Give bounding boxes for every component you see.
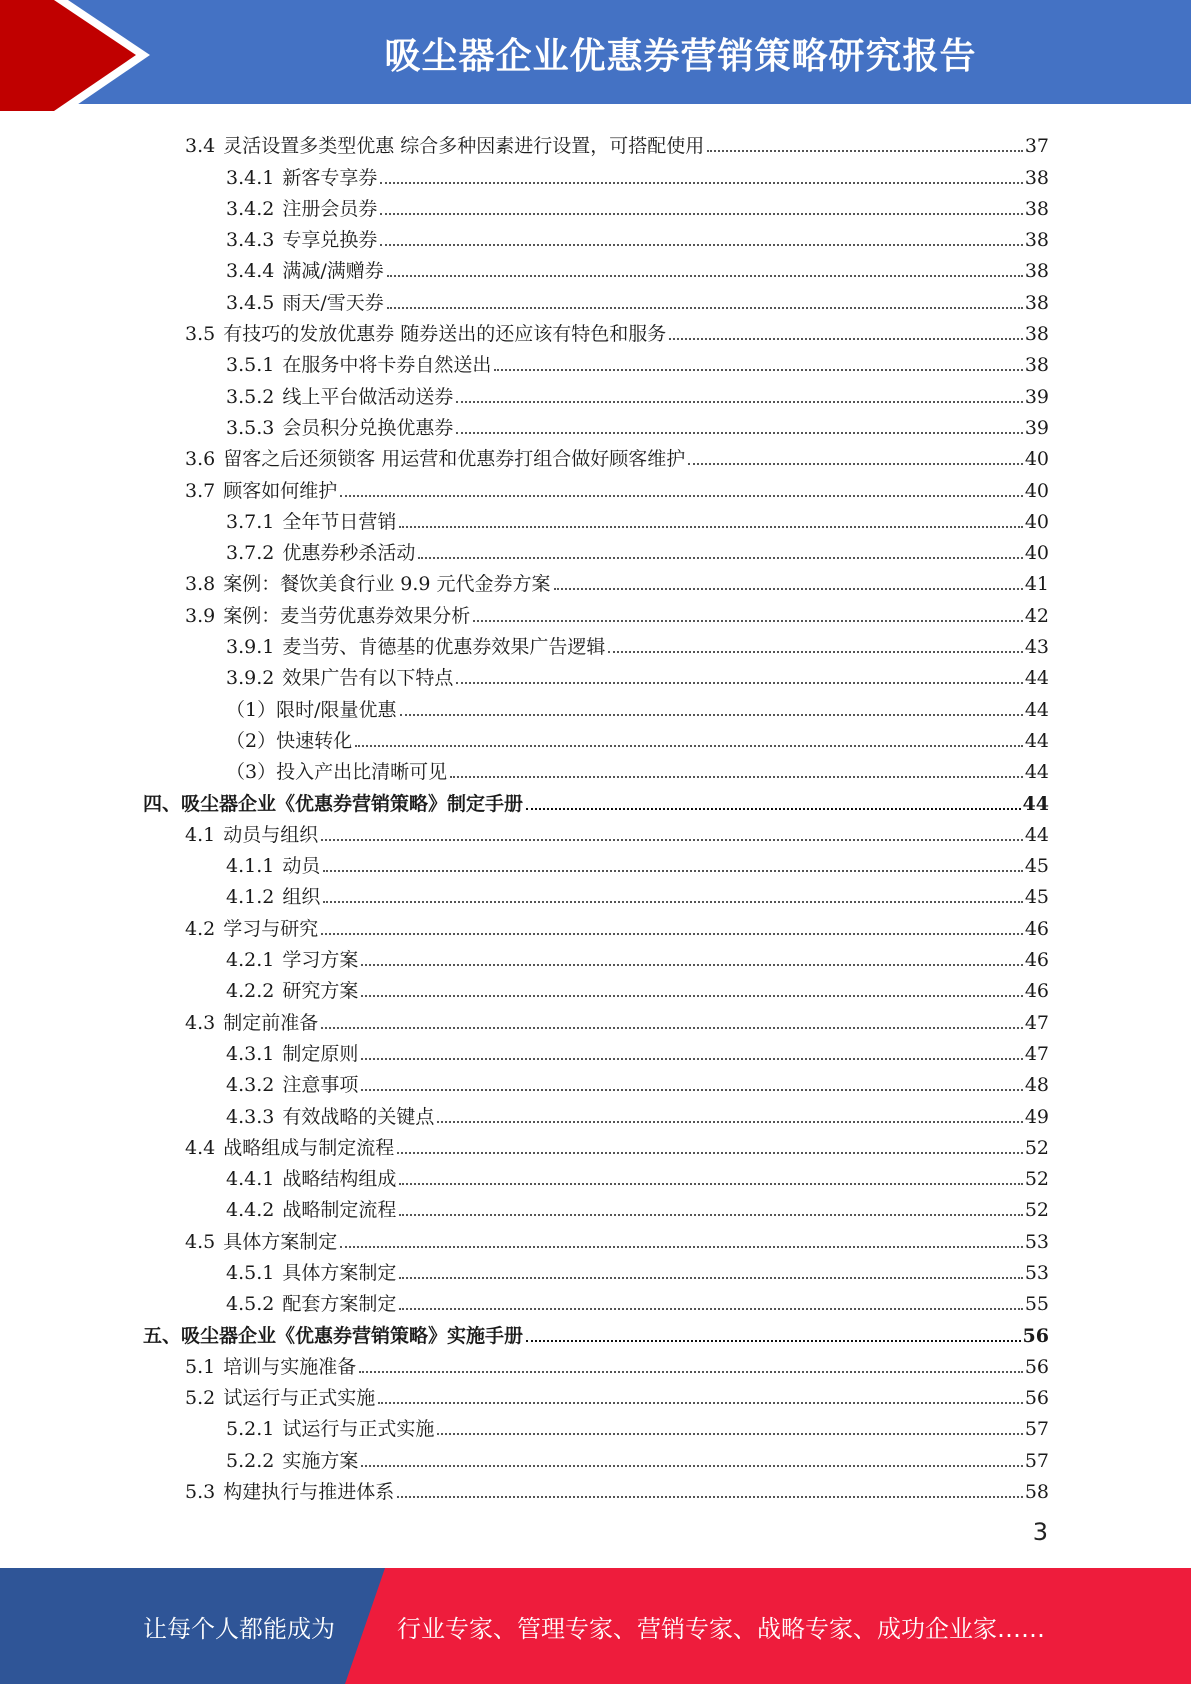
toc-dot-leader [688,463,1023,465]
page-header [0,0,1191,111]
toc-entry[interactable] [143,690,1049,721]
toc-entry-title: （1）限时/限量优惠 [226,698,397,721]
toc-dot-leader [387,307,1023,309]
toc-entry-title: 试运行与正式实施 [223,1387,376,1410]
toc-dot-leader [361,995,1022,997]
toc-entry-title: 具体方案制定 [223,1230,338,1253]
toc-entry[interactable] [143,1097,1049,1128]
toc-entry-title: 实施方案 [282,1449,359,1472]
toc-entry-number: 5.2 [185,1387,216,1410]
toc-dot-leader [321,1027,1023,1029]
toc-entry-page: 38 [1024,323,1049,346]
toc-entry-page: 38 [1024,229,1049,252]
toc-entry[interactable] [143,1285,1049,1316]
toc-entry-page: 55 [1024,1293,1049,1316]
toc-entry-number: 3.4.5 [226,291,275,314]
toc-entry-page: 47 [1024,1011,1049,1034]
toc-entry-number: 4.5.1 [226,1261,275,1284]
toc-entry-title: 灵活设置多类型优惠 综合多种因素进行设置，可搭配使用 [223,135,705,158]
toc-entry-page: 52 [1024,1199,1049,1222]
toc-entry-page: 56 [1024,1387,1049,1410]
toc-entry-page: 58 [1024,1481,1049,1504]
toc-entry-page: 45 [1024,855,1049,878]
toc-dot-leader [380,182,1022,184]
toc-entry[interactable] [143,1348,1049,1379]
toc-entry-page: 43 [1024,636,1049,659]
toc-entry-page: 38 [1024,291,1049,314]
toc-entry[interactable] [143,1191,1049,1222]
toc-entry-page: 56 [1024,1355,1049,1378]
toc-entry-number: 3.8 [185,573,216,596]
toc-entry[interactable] [143,909,1049,940]
toc-entry[interactable] [143,972,1049,1003]
toc-entry-number: 3.7.2 [226,542,275,565]
toc-entry-title: 构建执行与推进体系 [223,1481,395,1504]
toc-entry-page: 44 [1024,823,1049,846]
toc-entry-number: 3.6 [185,448,216,471]
toc-entry-title: 注册会员券 [282,197,378,220]
toc-entry-number: 4.2.2 [226,980,275,1003]
toc-entry[interactable] [143,1222,1049,1253]
toc-entry-title: 雨天/雪天券 [282,291,384,314]
toc-entry[interactable] [143,315,1049,346]
toc-entry-title: 有技巧的发放优惠券 随券送出的还应该有特色和服务 [223,323,667,346]
toc-entry-title: 会员积分兑换优惠券 [282,416,454,439]
toc-entry-page: 39 [1024,385,1049,408]
toc-dot-leader [399,1183,1022,1185]
toc-entry-title: 效果广告有以下特点 [282,667,454,690]
toc-entry-page: 57 [1024,1418,1049,1441]
toc-entry[interactable] [143,628,1049,659]
toc-entry-number: 3.4.4 [226,260,275,283]
toc-entry-title: 留客之后还须锁客 用运营和优惠券打组合做好顾客维护 [223,448,686,471]
toc-dot-leader [399,1277,1022,1279]
toc-entry-page: 40 [1024,542,1049,565]
toc-entry-page: 57 [1024,1449,1049,1472]
toc-entry[interactable] [143,753,1049,784]
toc-entry-page: 45 [1024,886,1049,909]
toc-entry-title: 学习与研究 [223,917,319,940]
toc-dot-leader [340,1246,1023,1248]
toc-dot-leader [456,401,1022,403]
toc-entry[interactable] [143,440,1049,471]
toc-entry-page: 38 [1024,166,1049,189]
toc-dot-leader [399,1308,1022,1310]
toc-entry-number: 4.5.2 [226,1293,275,1316]
toc-entry[interactable] [143,534,1049,565]
toc-entry[interactable] [143,1316,1049,1347]
toc-entry-title: 战略制定流程 [282,1199,397,1222]
toc-dot-leader [554,588,1023,590]
toc-entry-number: 3.4 [185,135,216,158]
toc-dot-leader [361,1058,1022,1060]
toc-dot-leader [608,651,1022,653]
toc-entry-page: 38 [1024,260,1049,283]
toc-entry[interactable] [143,878,1049,909]
toc-entry-number: 5.2.2 [226,1449,275,1472]
toc-entry[interactable] [143,503,1049,534]
toc-entry-title: 全年节日营销 [282,510,397,533]
toc-entry-title: 制定前准备 [223,1011,319,1034]
toc-entry-page: 49 [1024,1105,1049,1128]
toc-entry-title: 顾客如何维护 [223,479,338,502]
toc-entry-number: 4.4.2 [226,1199,275,1222]
toc-dot-leader [321,839,1023,841]
toc-entry-number: 4.2 [185,917,216,940]
toc-entry-title: 四、吸尘器企业《优惠券营销策略》制定手册 [143,792,524,815]
toc-entry-title: （3）投入产出比清晰可见 [226,761,448,784]
toc-entry[interactable] [143,409,1049,440]
toc-entry-number: 5.1 [185,1355,216,1378]
toc-entry-page: 44 [1024,761,1049,784]
toc-entry[interactable] [143,784,1049,815]
toc-entry-number: 3.5.3 [226,416,275,439]
toc-entry-number: 3.5.2 [226,385,275,408]
toc-entry[interactable] [143,941,1049,972]
toc-entry-number: 4.5 [185,1230,216,1253]
toc-entry-number: 3.7 [185,479,216,502]
toc-entry-page: 44 [1024,698,1049,721]
toc-entry-page: 53 [1024,1261,1049,1284]
toc-entry-number: 3.5.1 [226,354,275,377]
toc-entry-number: 4.3.3 [226,1105,275,1128]
toc-dot-leader [387,275,1023,277]
toc-entry-title: 有效战略的关键点 [282,1105,435,1128]
toc-entry-number: 4.1.1 [226,855,275,878]
toc-entry-page: 44 [1024,667,1049,690]
toc-entry[interactable] [143,127,1049,158]
toc-dot-leader [399,526,1022,528]
toc-dot-leader [456,682,1022,684]
toc-entry[interactable] [143,283,1049,314]
toc-entry[interactable] [143,1035,1049,1066]
toc-entry-title: 注意事项 [282,1074,359,1097]
toc-entry[interactable] [143,471,1049,502]
toc-dot-leader [359,1371,1023,1373]
toc-entry-title: 线上平台做活动送券 [282,385,454,408]
toc-entry-page: 48 [1024,1074,1049,1097]
toc-entry[interactable] [143,816,1049,847]
toc-entry-title: 满减/满赠券 [282,260,384,283]
toc-entry[interactable] [143,1003,1049,1034]
toc-entry-number: 5.2.1 [226,1418,275,1441]
toc-entry[interactable] [143,1160,1049,1191]
toc-entry-page: 52 [1024,1136,1049,1159]
toc-entry[interactable] [143,1066,1049,1097]
table-of-contents [143,127,1049,1504]
toc-entry-number: 4.1.2 [226,886,275,909]
toc-entry-page: 39 [1024,416,1049,439]
toc-entry-number: 3.7.1 [226,510,275,533]
toc-entry-number: 3.5 [185,323,216,346]
toc-dot-leader [400,714,1023,716]
toc-entry-number: 4.4.1 [226,1168,275,1191]
toc-dot-leader [418,557,1022,559]
toc-dot-leader [707,150,1023,152]
toc-entry[interactable] [143,1129,1049,1160]
toc-entry[interactable] [143,596,1049,627]
toc-entry[interactable] [143,1410,1049,1441]
toc-dot-leader [399,1214,1022,1216]
toc-entry-page: 44 [1022,792,1049,815]
toc-entry-page: 41 [1024,573,1049,596]
toc-entry-number: 3.4.1 [226,166,275,189]
toc-entry[interactable] [143,659,1049,690]
toc-entry-number: 4.3 [185,1011,216,1034]
toc-dot-leader [494,369,1022,371]
footer-slogan: 让每个人都能成为 [143,1614,335,1643]
toc-entry-page: 46 [1024,949,1049,972]
toc-entry-title: 具体方案制定 [282,1261,397,1284]
toc-entry-page: 52 [1024,1168,1049,1191]
toc-entry-title: 在服务中将卡券自然送出 [282,354,492,377]
toc-dot-leader [380,244,1022,246]
page-footer [0,1568,1191,1684]
toc-entry-title: 新客专享券 [282,166,378,189]
page-number: 3 [1032,1518,1048,1546]
toc-entry-number: 4.4 [185,1136,216,1159]
toc-entry-title: 组织 [282,886,321,909]
toc-entry-page: 42 [1024,604,1049,627]
toc-entry[interactable] [143,1379,1049,1410]
toc-entry-title: 专享兑换券 [282,229,378,252]
toc-entry[interactable] [143,565,1049,596]
toc-entry-page: 53 [1024,1230,1049,1253]
toc-entry-number: 3.9.2 [226,667,275,690]
toc-entry-page: 46 [1024,980,1049,1003]
toc-entry-title: 动员与组织 [223,823,319,846]
toc-entry-title: 研究方案 [282,980,359,1003]
toc-entry-number: 3.4.2 [226,197,275,220]
toc-dot-leader [397,1152,1023,1154]
toc-entry[interactable] [143,346,1049,377]
toc-dot-leader [355,745,1023,747]
report-title: 吸尘器企业优惠券营销策略研究报告 [384,35,977,77]
footer-roles: 行业专家、管理专家、营销专家、战略专家、成功企业家…… [397,1614,1045,1643]
toc-entry-title: 麦当劳、肯德基的优惠券效果广告逻辑 [282,636,606,659]
toc-entry-page: 38 [1024,354,1049,377]
toc-entry[interactable] [143,158,1049,189]
toc-entry-number: 4.3.2 [226,1074,275,1097]
toc-entry-title: 配套方案制定 [282,1293,397,1316]
toc-entry-number: 5.3 [185,1481,216,1504]
toc-dot-leader [323,901,1022,903]
toc-entry-title: 案例：麦当劳优惠券效果分析 [223,604,471,627]
toc-entry-number: 3.9.1 [226,636,275,659]
toc-dot-leader [340,495,1023,497]
toc-dot-leader [473,620,1023,622]
toc-dot-leader [450,776,1023,778]
toc-entry-page: 56 [1022,1324,1049,1347]
toc-entry-title: 五、吸尘器企业《优惠券营销策略》实施手册 [143,1324,524,1347]
toc-entry-title: 试运行与正式实施 [282,1418,435,1441]
toc-entry-page: 37 [1024,135,1049,158]
toc-entry-page: 40 [1024,479,1049,502]
toc-entry[interactable] [143,847,1049,878]
toc-entry-title: 动员 [282,855,321,878]
toc-entry-title: 学习方案 [282,949,359,972]
toc-dot-leader [456,432,1022,434]
toc-dot-leader [437,1121,1022,1123]
toc-entry-page: 44 [1024,729,1049,752]
toc-entry[interactable] [143,722,1049,753]
toc-entry-title: 制定原则 [282,1042,359,1065]
toc-entry[interactable] [143,221,1049,252]
toc-entry-title: 培训与实施准备 [223,1355,357,1378]
toc-entry-title: 战略组成与制定流程 [223,1136,395,1159]
toc-entry[interactable] [143,1254,1049,1285]
toc-entry-title: 战略结构组成 [282,1168,397,1191]
toc-dot-leader [361,1089,1022,1091]
toc-entry-title: 案例：餐饮美食行业 9.9 元代金券方案 [223,573,551,596]
toc-entry[interactable] [143,1441,1049,1472]
toc-dot-leader [526,1340,1021,1342]
toc-dot-leader [669,338,1023,340]
toc-entry-page: 46 [1024,917,1049,940]
toc-dot-leader [437,1433,1022,1435]
toc-entry[interactable] [143,252,1049,283]
toc-entry-title: （2）快速转化 [226,729,353,752]
toc-entry[interactable] [143,190,1049,221]
toc-dot-leader [361,1465,1022,1467]
toc-dot-leader [397,1496,1023,1498]
toc-entry[interactable] [143,1473,1049,1504]
toc-entry-number: 4.1 [185,823,216,846]
toc-entry-number: 4.2.1 [226,949,275,972]
toc-entry-title: 优惠券秒杀活动 [282,542,416,565]
toc-entry-number: 4.3.1 [226,1042,275,1065]
toc-entry-page: 47 [1024,1042,1049,1065]
toc-entry-page: 38 [1024,197,1049,220]
toc-dot-leader [323,870,1022,872]
toc-entry-number: 3.9 [185,604,216,627]
toc-entry-page: 40 [1024,448,1049,471]
toc-entry-page: 40 [1024,510,1049,533]
toc-dot-leader [380,213,1022,215]
toc-dot-leader [321,933,1023,935]
toc-dot-leader [526,808,1021,810]
toc-dot-leader [378,1402,1023,1404]
toc-entry-number: 3.4.3 [226,229,275,252]
toc-entry[interactable] [143,377,1049,408]
toc-dot-leader [361,964,1022,966]
